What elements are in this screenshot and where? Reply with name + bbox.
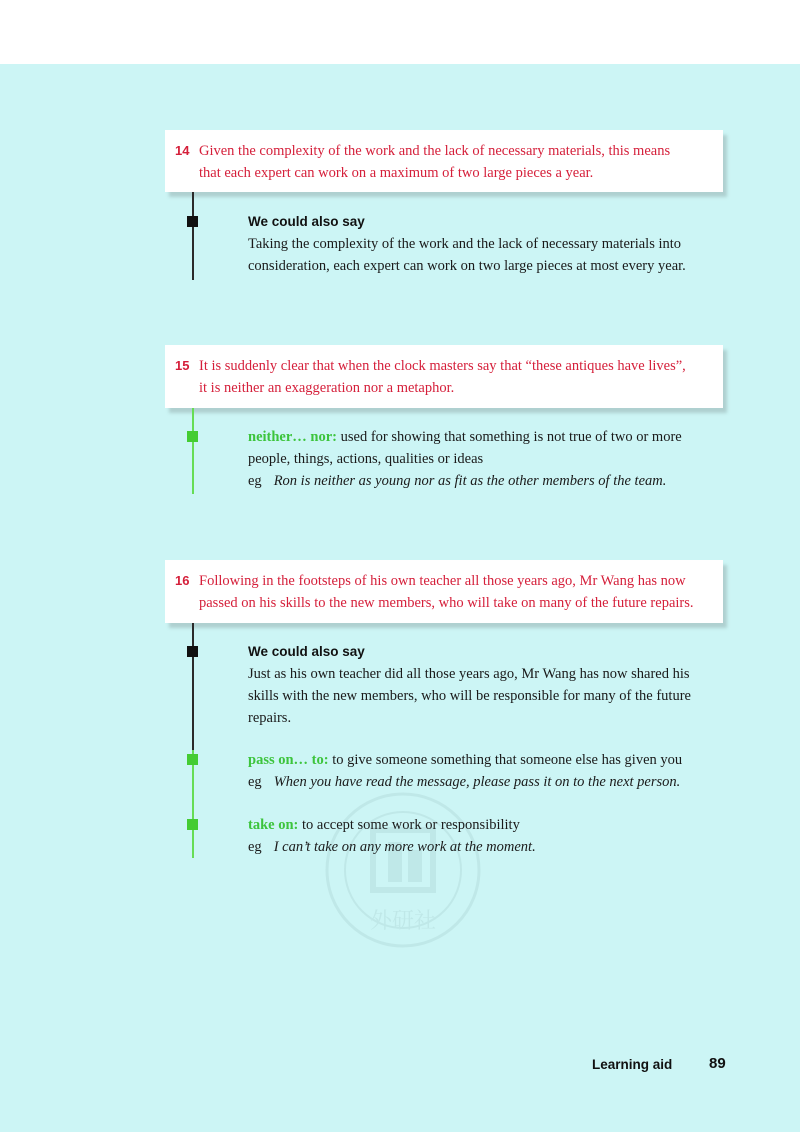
note-alternative-14 (248, 211, 718, 277)
vocab-example: eg When you have read the message, please pass it on to the next person. (248, 774, 681, 790)
note-heading: We could also say (248, 214, 365, 229)
vocab-definition: pass on… to: to give someone something that someone else has given you (248, 752, 683, 768)
note-body: Just as his own teacher did all those years ago, Mr Wang has now shared his skills with the new members, who will be responsible for many of the future repairs. (248, 666, 691, 726)
vocab-example: eg I can’t take on any more work at the moment. (248, 839, 536, 855)
vocab-example: eg Ron is neither as young nor as fit as the other members of the team. (248, 473, 667, 489)
item-number: 14 (175, 143, 190, 158)
vocab-note-neither-nor (248, 426, 718, 492)
sentence-card-16 (165, 560, 723, 623)
vocab-marker (187, 819, 198, 830)
sentence-card-14 (165, 130, 723, 192)
note-marker (187, 216, 198, 227)
sentence-text: Given the complexity of the work and the lack of necessary materials, this means that each expert can work on a maximum of two large pieces a year. (199, 143, 671, 181)
item-number: 15 (175, 358, 190, 373)
vocab-term: pass on… to: (248, 752, 329, 768)
vocab-definition: neither… nor: used for showing that something is not true of two or more people, things, actions, qualities or ideas (248, 429, 682, 467)
note-alternative-16 (248, 641, 718, 729)
sentence-card-15 (165, 345, 723, 408)
note-connector-line (192, 623, 194, 750)
vocab-note-pass-on-to (248, 749, 718, 793)
footer-section-label: Learning aid (592, 1057, 673, 1072)
publisher-watermark-logo (318, 790, 488, 955)
note-marker (187, 646, 198, 657)
note-connector-line (192, 750, 194, 858)
note-body: Taking the complexity of the work and the lack of necessary materials into consideration, each expert can work on two large pieces at most every year. (248, 236, 686, 274)
vocab-term: take on: (248, 817, 299, 833)
note-connector-line (192, 192, 194, 280)
item-number: 16 (175, 573, 190, 588)
watermark-text: 外研社 (369, 909, 437, 934)
note-heading: We could also say (248, 644, 365, 659)
sentence-text: Following in the footsteps of his own teacher all those years ago, Mr Wang has now passed on his skills to the new members, who will take on many of the future repairs. (199, 573, 694, 611)
note-connector-line (192, 408, 194, 494)
vocab-marker (187, 754, 198, 765)
vocab-term: neither… nor: (248, 429, 337, 445)
vocab-marker (187, 431, 198, 442)
vocab-definition: take on: to accept some work or responsibility (248, 817, 520, 833)
sentence-text: It is suddenly clear that when the clock masters say that “these antiques have lives”, it is neither an exaggeration nor a metaphor. (199, 358, 686, 396)
page-number: 89 (709, 1055, 726, 1072)
